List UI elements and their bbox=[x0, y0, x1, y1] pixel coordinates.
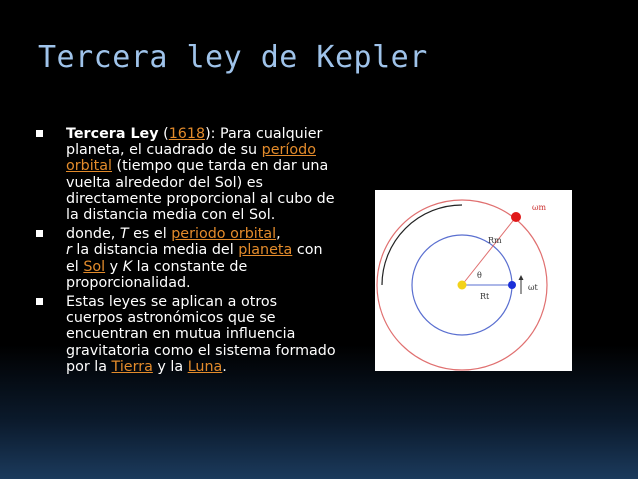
bullet-text: y bbox=[105, 258, 123, 275]
bullet-text: Estas leyes se aplican a otros cuerpos astronómicos que se encuentran en mutua influencia gravitatoria como el sistema formado por la bbox=[66, 294, 336, 375]
bullet-text: . bbox=[222, 358, 227, 375]
bullet-item-definitions bbox=[36, 226, 336, 291]
sun-dot bbox=[458, 281, 467, 290]
bullet-text: la distancia media del bbox=[71, 242, 239, 259]
label-wm: ωm bbox=[532, 203, 547, 212]
variable-T: T bbox=[119, 226, 129, 243]
bullet-item-applications bbox=[36, 294, 336, 375]
sun-link[interactable]: Sol bbox=[83, 258, 106, 275]
label-rt: Rt bbox=[480, 292, 490, 301]
bullet-square-icon bbox=[36, 130, 43, 137]
bullet-text: ): Para cualquier planeta, el cuadrado de su bbox=[66, 126, 323, 159]
velocity-wt-arrowhead bbox=[519, 275, 524, 280]
bullet-text: ( bbox=[158, 126, 169, 142]
variable-K: K bbox=[122, 258, 133, 275]
outer-orbit-trace-arc bbox=[382, 205, 462, 285]
earth-link[interactable]: Tierra bbox=[111, 358, 153, 375]
inner-planet-dot bbox=[508, 281, 516, 289]
slide-body bbox=[36, 126, 336, 378]
orbit-diagram-svg bbox=[375, 190, 572, 371]
bullet-text: donde, bbox=[66, 226, 120, 243]
bullet-text: (tiempo que tarda en dar una vuelta alrededor del Sol) es directamente proporcional al cubo de la distancia media con el Sol. bbox=[66, 158, 335, 224]
label-wt: ωt bbox=[528, 283, 538, 292]
slide-title: Tercera ley de Kepler bbox=[38, 40, 428, 75]
orbital-period-link[interactable]: periodo orbital bbox=[171, 226, 277, 243]
bullet-text: , bbox=[276, 226, 281, 243]
outer-planet-dot bbox=[511, 212, 521, 222]
planet-link[interactable]: planeta bbox=[238, 242, 293, 259]
label-theta: θ bbox=[477, 271, 482, 280]
variable-r: r bbox=[66, 242, 72, 259]
bullet-square-icon bbox=[36, 298, 43, 305]
bullet-text: es el bbox=[128, 226, 172, 243]
bullet-text: y la bbox=[152, 358, 188, 375]
label-rm: Rm bbox=[488, 236, 502, 245]
radius-rm-line bbox=[462, 217, 516, 285]
orbit-diagram bbox=[375, 190, 572, 371]
bullet-item-third-law bbox=[36, 126, 336, 223]
year-link[interactable]: 1618 bbox=[168, 126, 206, 142]
bullet-square-icon bbox=[36, 230, 43, 237]
law-name: Tercera Ley bbox=[66, 126, 159, 142]
bullet-text: con el bbox=[66, 242, 323, 275]
moon-link[interactable]: Luna bbox=[187, 358, 223, 375]
bullet-text: la constante de proporcionalidad. bbox=[66, 258, 248, 291]
orbital-period-link[interactable]: período orbital bbox=[66, 142, 316, 175]
